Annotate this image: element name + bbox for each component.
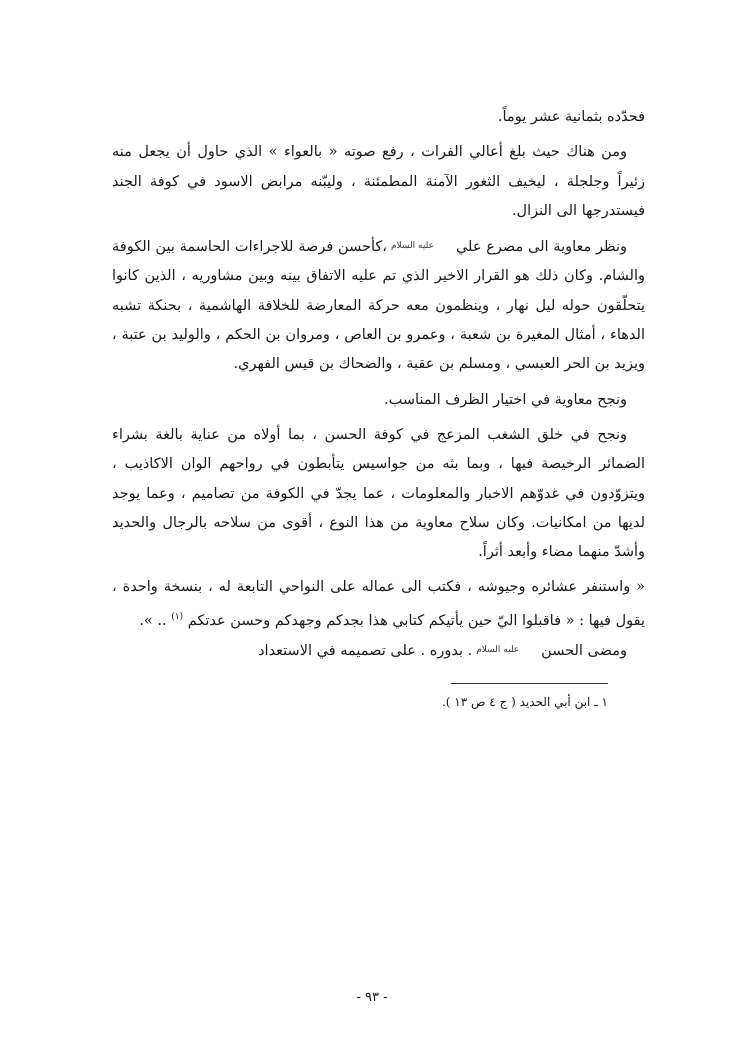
- text-run: « واستنفر عشائره وجيوشه ، فكتب الى عماله على النواحي التابعة له ، بنسخة واحدة ، يقول فيها : « فاقبلوا اليّ حين يأتيكم كتابي هذا بجدكم وجهدكم وحسن عدتكم: [112, 579, 645, 629]
- paragraph: [112, 636, 645, 666]
- text-run: ،كأحسن فرصة للاجراءات الحاسمة بين الكوفة والشام. وكان ذلك هو القرار الاخير الذي تم عليه الاتفاق بينه وبين مشاوريه ، الذين كانوا يتحلّقون حوله ليل نهار ، وينظمون معه حركة المعارضة للخلافة الهاشمية ، بحنكة تشبه الدهاء ، أمثال المغيرة بن شعبة ، وعمرو بن العاص ، ومروان بن الحكم ، والوليد بن عتبة ، ويزيد بن الحر العبسي ، ومسلم بن عقبة ، والضحاك بن قيس الفهري.: [112, 239, 645, 373]
- text-run: . بدوره . على تصميمه في الاستعداد: [258, 643, 473, 660]
- paragraph: [112, 232, 645, 379]
- paragraph: فحدّده بثمانية عشر يوماً.: [497, 109, 645, 125]
- footnote-reference: (١): [171, 611, 184, 622]
- paragraph: ونجح معاوية في اختيار الظرف المناسب.: [384, 391, 627, 408]
- text-run: ومضى الحسن: [541, 643, 627, 660]
- honorific-symbol: عليه السلام: [476, 645, 520, 656]
- text-run: .. ».: [139, 612, 167, 629]
- paragraph: ونجح في خلق الشغب المزعج في كوفة الحسن ، بما أولاه من عناية بالغة بشراء الضمائر الرخيصة فيها ، وبما بثه من جواسيس يتأبطون في رواحهم الوان الاكاذيب ، ويتزوّدون في غدوّهم الاخبار والمعلومات ، عما يجدّ في الكوفة من تصاميم ، وعما يوجد لديها من امكانيات. وكان سلاح معاوية من هذا النوع ، أقوى من سلاحه بالرجال والحديد وأشدّ منهما مضاء وأبعد أثراً.: [112, 426, 645, 561]
- paragraph: ومن هناك حيث بلغ أعالي الفرات ، رفع صوته « بالعواء » الذي حاول أن يجعل منه زئيراً وجلجلة ، ليخيف الثغور الآمنة المطمئنة ، وليبّنه مرابض الاسود في كوفة الجند فيستدرجها الى النزال.: [112, 144, 645, 219]
- footnote: ١ ـ ابن أبي الحديد ( ج ٤ ص ١٣ ).: [441, 695, 608, 709]
- honorific-symbol: عليه السلام: [390, 241, 434, 252]
- paragraph: [112, 573, 645, 636]
- page-number: - ٩٣ -: [356, 990, 388, 1005]
- footnote-divider: [451, 683, 608, 684]
- main-text: [112, 103, 645, 666]
- text-run: ونظر معاوية الى مصرع علي: [455, 239, 627, 256]
